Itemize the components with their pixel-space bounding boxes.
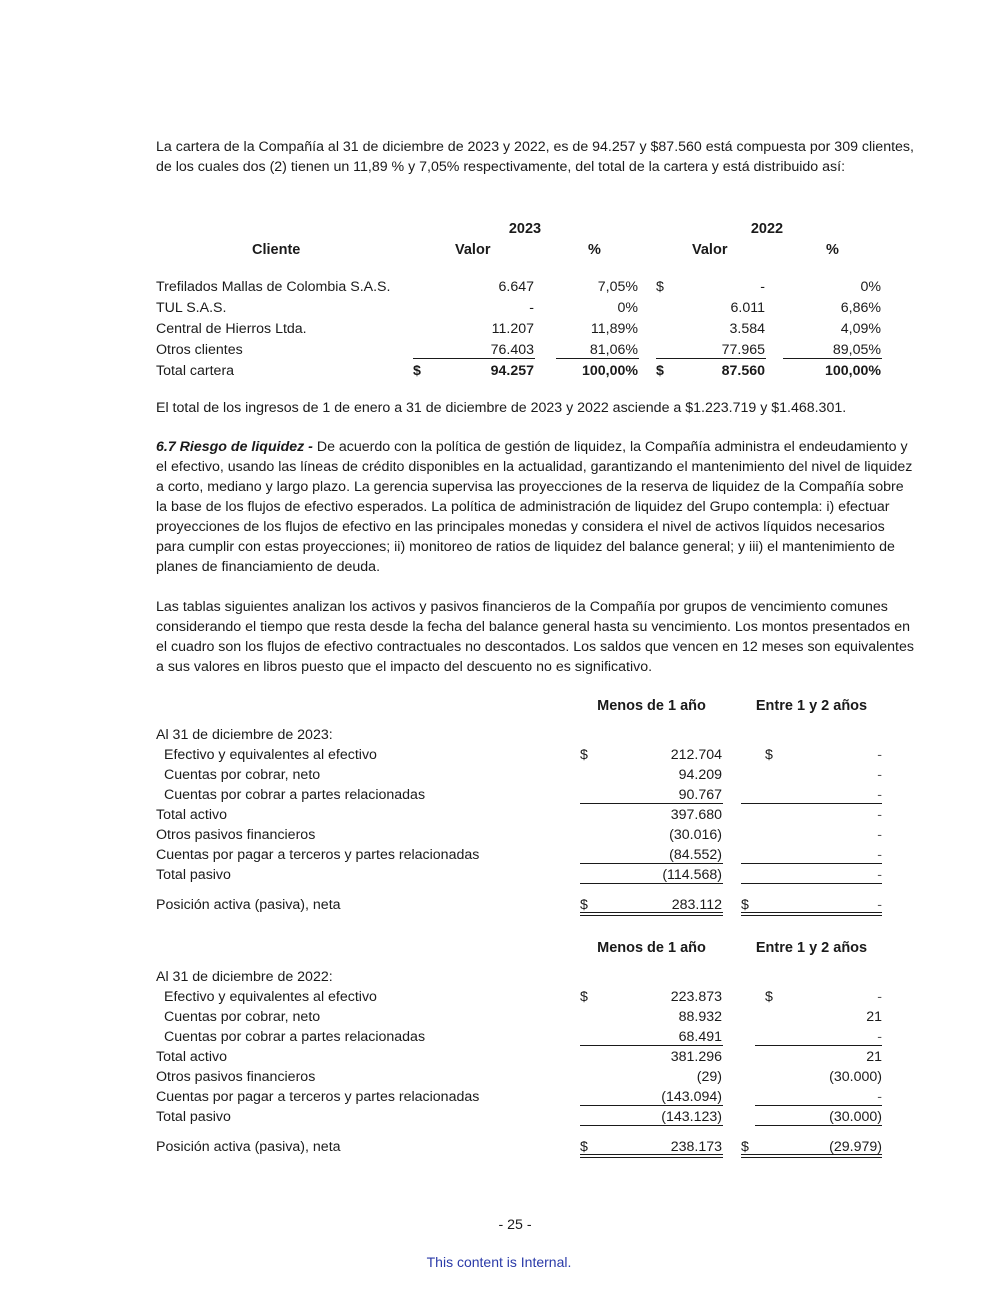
cartera-total-label: Total cartera xyxy=(156,363,235,379)
underline xyxy=(580,1105,723,1106)
row-value-c2: (30.000) xyxy=(829,1069,882,1085)
section-title: Al 31 de diciembre de 2023: xyxy=(156,727,333,743)
row-label: Cuentas por pagar a terceros y partes relacionadas xyxy=(156,1089,480,1105)
underline xyxy=(580,803,723,804)
cliente-header: Cliente xyxy=(252,242,301,258)
cartera-row-value-2022: - xyxy=(760,279,765,295)
row-value-c2: - xyxy=(877,867,882,883)
row-label: Efectivo y equivalentes al efectivo xyxy=(164,989,377,1005)
cartera-total-value-2022: 87.560 xyxy=(721,363,765,379)
underline xyxy=(413,358,535,359)
cartera-row-pct-2023: 7,05% xyxy=(597,279,638,295)
row-value-c1: 94.209 xyxy=(678,767,722,783)
col-menos-1-ano-header: Menos de 1 año xyxy=(597,698,706,714)
cartera-row-value-2022: 6.011 xyxy=(730,300,765,316)
ingresos-paragraph: El total de los ingresos de 1 de enero a 31 de diciembre de 2023 y 2022 asciende a $1.223.719 y $1.468.301. xyxy=(156,400,847,416)
row-value-c1: 381.296 xyxy=(670,1049,722,1065)
cartera-row-label: Central de Hierros Ltda. xyxy=(156,321,307,337)
valor-2023-header: Valor xyxy=(455,242,491,258)
row-value-c2: - xyxy=(877,807,882,823)
cartera-row-value-2023: 11.207 xyxy=(491,321,534,337)
currency-sign: $ xyxy=(656,279,664,295)
row-value-c2: - xyxy=(877,747,882,763)
underline xyxy=(580,1125,723,1126)
row-value-c1: (30.016) xyxy=(669,827,722,843)
currency-sign: $ xyxy=(580,897,588,913)
row-value-c2: - xyxy=(877,989,882,1005)
underline xyxy=(741,883,882,884)
intro-paragraph: La cartera de la Compañía al 31 de diciembre de 2023 y 2022, es de 94.257 y $87.560 está compuesta por 309 clientes, de los cuales dos (2) tienen un 11,89 % y 7,05% respectivamente, del total de la cartera y está distribuido así: xyxy=(156,139,914,175)
row-label: Otros pasivos financieros xyxy=(156,1069,316,1085)
row-value-c2: 21 xyxy=(866,1009,882,1025)
row-label: Cuentas por cobrar, neto xyxy=(164,767,321,783)
row-label: Cuentas por cobrar a partes relacionadas xyxy=(164,787,426,803)
row-label: Cuentas por cobrar, neto xyxy=(164,1009,321,1025)
row-value-c1: 397.680 xyxy=(670,807,722,823)
cartera-row-pct-2023: 11,89% xyxy=(590,321,638,337)
cartera-row-label: TUL S.A.S. xyxy=(156,300,227,316)
row-value-c2: - xyxy=(877,1029,882,1045)
row-value-c1: 68.491 xyxy=(678,1029,722,1045)
tablas-intro-paragraph: Las tablas siguientes analizan los activos y pasivos financieros de la Compañía por grupos de vencimiento comunes considerando el tiempo que resta desde la fecha del balance general hasta su vencimiento. Los montos presentados en el cuadro son los flujos de efectivo contractuales no descontados. Los saldos que vencen en 12 meses son equivalentes a sus valores en libros puesto que el impacto del descuento no es significativo. xyxy=(156,599,914,675)
liquidez-heading: 6.7 Riesgo de liquidez - xyxy=(156,439,313,455)
cartera-row-pct-2023: 81,06% xyxy=(589,342,638,358)
double-underline xyxy=(741,912,882,916)
row-value-c2: - xyxy=(877,1089,882,1105)
currency-sign: $ xyxy=(580,1139,588,1155)
underline xyxy=(580,883,723,884)
row-value-c1: (29) xyxy=(696,1069,722,1085)
double-underline xyxy=(741,1154,882,1158)
currency-sign: $ xyxy=(741,1139,749,1155)
col-menos-1-ano-header: Menos de 1 año xyxy=(597,940,706,956)
row-label: Efectivo y equivalentes al efectivo xyxy=(164,747,377,763)
net-value-c2: (29.979) xyxy=(829,1139,882,1155)
pct-2022-header: % xyxy=(826,242,839,258)
section-title: Al 31 de diciembre de 2022: xyxy=(156,969,333,985)
year-2022-header: 2022 xyxy=(750,221,784,237)
cartera-row-value-2022: 77.965 xyxy=(721,342,765,358)
cartera-row-pct-2022: 89,05% xyxy=(832,342,881,358)
row-label: Total activo xyxy=(156,1049,227,1065)
net-value-c2: - xyxy=(877,897,882,913)
net-label: Posición activa (pasiva), neta xyxy=(156,1139,341,1155)
net-value-c1: 283.112 xyxy=(671,897,722,913)
row-value-c1: (143.094) xyxy=(661,1089,722,1105)
liquidez-paragraph xyxy=(156,437,916,577)
row-label: Total pasivo xyxy=(156,867,231,883)
row-value-c2: - xyxy=(877,767,882,783)
underline xyxy=(755,1125,882,1126)
row-label: Cuentas por pagar a terceros y partes relacionadas xyxy=(156,847,480,863)
row-value-c1: (143.123) xyxy=(661,1109,722,1125)
currency-sign: $ xyxy=(656,363,664,379)
row-value-c1: 88.932 xyxy=(678,1009,722,1025)
double-underline xyxy=(580,912,723,916)
currency-sign: $ xyxy=(765,989,773,1005)
underline xyxy=(755,1045,882,1046)
underline xyxy=(741,803,882,804)
row-value-c1: (114.568) xyxy=(662,867,722,883)
cartera-row-pct-2022: 6,86% xyxy=(840,300,881,316)
net-value-c1: 238.173 xyxy=(670,1139,722,1155)
cartera-row-value-2023: - xyxy=(529,300,534,316)
underline xyxy=(656,358,766,359)
row-value-c1: 223.873 xyxy=(670,989,722,1005)
page-number: - 25 - xyxy=(498,1217,532,1233)
cartera-row-pct-2022: 4,09% xyxy=(840,321,881,337)
underline xyxy=(783,358,882,359)
row-label: Total activo xyxy=(156,807,227,823)
valor-2022-header: Valor xyxy=(692,242,728,258)
double-underline xyxy=(580,1154,723,1158)
underline xyxy=(580,863,723,864)
row-value-c1: (84.552) xyxy=(669,847,722,863)
row-value-c2: - xyxy=(877,787,882,803)
cartera-total-pct-2022: 100,00% xyxy=(824,363,881,379)
currency-sign: $ xyxy=(580,989,588,1005)
currency-sign: $ xyxy=(741,897,749,913)
col-entre-1-2-anos-header: Entre 1 y 2 años xyxy=(755,698,868,714)
row-label: Otros pasivos financieros xyxy=(156,827,316,843)
currency-sign: $ xyxy=(765,747,773,763)
row-label: Cuentas por cobrar a partes relacionadas xyxy=(164,1029,426,1045)
cartera-row-pct-2023: 0% xyxy=(617,300,638,316)
pct-2023-header: % xyxy=(588,242,601,258)
cartera-row-label: Trefilados Mallas de Colombia S.A.S. xyxy=(156,279,391,295)
cartera-total-pct-2023: 100,00% xyxy=(581,363,638,379)
liquidez-text: De acuerdo con la política de gestión de liquidez, la Compañía administra el endeudamiento y el efectivo, usando las líneas de crédito disponibles en la actualidad, garantizando el mantenimiento del nivel de liquidez a corto, mediano y largo plazo. La gerencia supervisa las proyecciones de la reserva de liquidez de la Compañía sobre la base de los flujos de efectivo esperados. La política de administración de liquidez del Grupo contempla: i) efectuar proyecciones de los flujos de efectivo en las principales monedas y considera el nivel de activos líquidos necesarios para cumplir con estas proyecciones; ii) monitoreo de ratios de liquidez del balance general; y iii) el mantenimiento de planes de financiamiento de deuda. xyxy=(156,439,913,575)
currency-sign: $ xyxy=(413,363,421,379)
row-value-c2: 21 xyxy=(866,1049,882,1065)
cartera-row-value-2023: 76.403 xyxy=(490,342,534,358)
currency-sign: $ xyxy=(580,747,588,763)
row-value-c2: (30.000) xyxy=(829,1109,882,1125)
underline xyxy=(580,1045,723,1046)
row-value-c2: - xyxy=(877,827,882,843)
cartera-row-value-2023: 6.647 xyxy=(498,279,534,295)
cartera-row-pct-2022: 0% xyxy=(860,279,881,295)
cartera-row-value-2022: 3.584 xyxy=(729,321,765,337)
year-2023-header: 2023 xyxy=(508,221,542,237)
footer-classification: This content is Internal. xyxy=(426,1254,572,1270)
net-label: Posición activa (pasiva), neta xyxy=(156,897,341,913)
underline xyxy=(556,358,639,359)
underline xyxy=(741,863,882,864)
col-entre-1-2-anos-header: Entre 1 y 2 años xyxy=(755,940,868,956)
row-value-c1: 90.767 xyxy=(678,787,722,803)
cartera-row-label: Otros clientes xyxy=(156,342,243,358)
row-label: Total pasivo xyxy=(156,1109,231,1125)
row-value-c2: - xyxy=(877,847,882,863)
row-value-c1: 212.704 xyxy=(670,747,722,763)
underline xyxy=(755,1105,882,1106)
cartera-total-value-2023: 94.257 xyxy=(490,363,534,379)
